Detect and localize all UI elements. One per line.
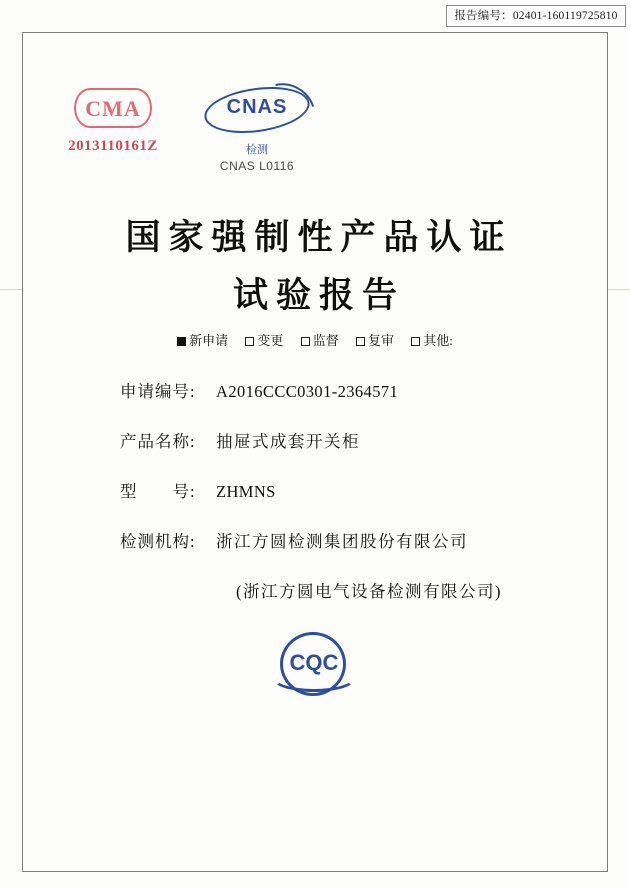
cqc-label: CQC	[289, 650, 339, 675]
option-change[interactable]	[245, 330, 283, 349]
field-value-product-name: 抽屉式成套开关柜	[216, 432, 360, 451]
application-type-options	[22, 330, 608, 349]
checkbox-change-icon[interactable]	[245, 337, 254, 346]
checkbox-new-application-icon[interactable]	[177, 337, 186, 346]
field-list	[120, 378, 540, 602]
option-label-other: 其他:	[423, 333, 453, 348]
accreditation-marks	[22, 78, 608, 188]
cnas-sub-label: 检测	[246, 144, 268, 156]
cqc-seal	[268, 630, 360, 698]
checkbox-supervision-icon[interactable]	[301, 337, 310, 346]
cnas-badge-icon	[198, 82, 316, 140]
field-testing-organization	[120, 528, 540, 552]
scan-artifact-line-left	[0, 289, 22, 290]
report-number: 报告编号：02401-160119725810	[446, 5, 626, 27]
field-product-name	[120, 428, 540, 452]
field-label-testing-organization: 检测机构:	[120, 532, 196, 551]
cma-number: 2013110161Z	[68, 138, 158, 154]
option-other[interactable]	[411, 330, 453, 349]
scan-artifact-line-right	[608, 289, 630, 290]
field-value-application-number: A2016CCC0301-2364571	[216, 382, 399, 401]
field-value-testing-organization: 浙江方圆检测集团股份有限公司	[216, 532, 468, 551]
field-label-product-name: 产品名称:	[120, 432, 196, 451]
checkbox-other-icon[interactable]	[411, 337, 420, 346]
field-value-testing-organization-secondary: (浙江方圆电气设备检测有限公司)	[236, 582, 502, 601]
cnas-label: CNAS	[226, 96, 288, 118]
cma-badge-icon	[74, 88, 152, 128]
field-label-application-number: 申请编号:	[120, 382, 196, 401]
field-model	[120, 478, 540, 502]
field-label-model: 型 号:	[120, 482, 196, 501]
option-label-review: 复审	[367, 333, 394, 348]
option-label-new-application: 新申请	[189, 333, 229, 348]
page-title-line1: 国家强制性产品认证	[125, 218, 513, 257]
option-review[interactable]	[356, 330, 394, 349]
field-application-number	[120, 378, 540, 402]
option-label-supervision: 监督	[312, 333, 339, 348]
cnas-code: CNAS L0116	[219, 159, 295, 173]
checkbox-review-icon[interactable]	[356, 337, 365, 346]
option-label-change: 变更	[257, 333, 284, 348]
field-value-model: ZHMNS	[216, 482, 276, 501]
option-new-application[interactable]	[177, 330, 228, 349]
option-supervision[interactable]	[301, 330, 339, 349]
page-title-line2: 试验报告	[232, 276, 405, 315]
cma-label: CMA	[85, 96, 141, 121]
cnas-mark	[182, 82, 332, 173]
cma-mark	[48, 88, 178, 155]
